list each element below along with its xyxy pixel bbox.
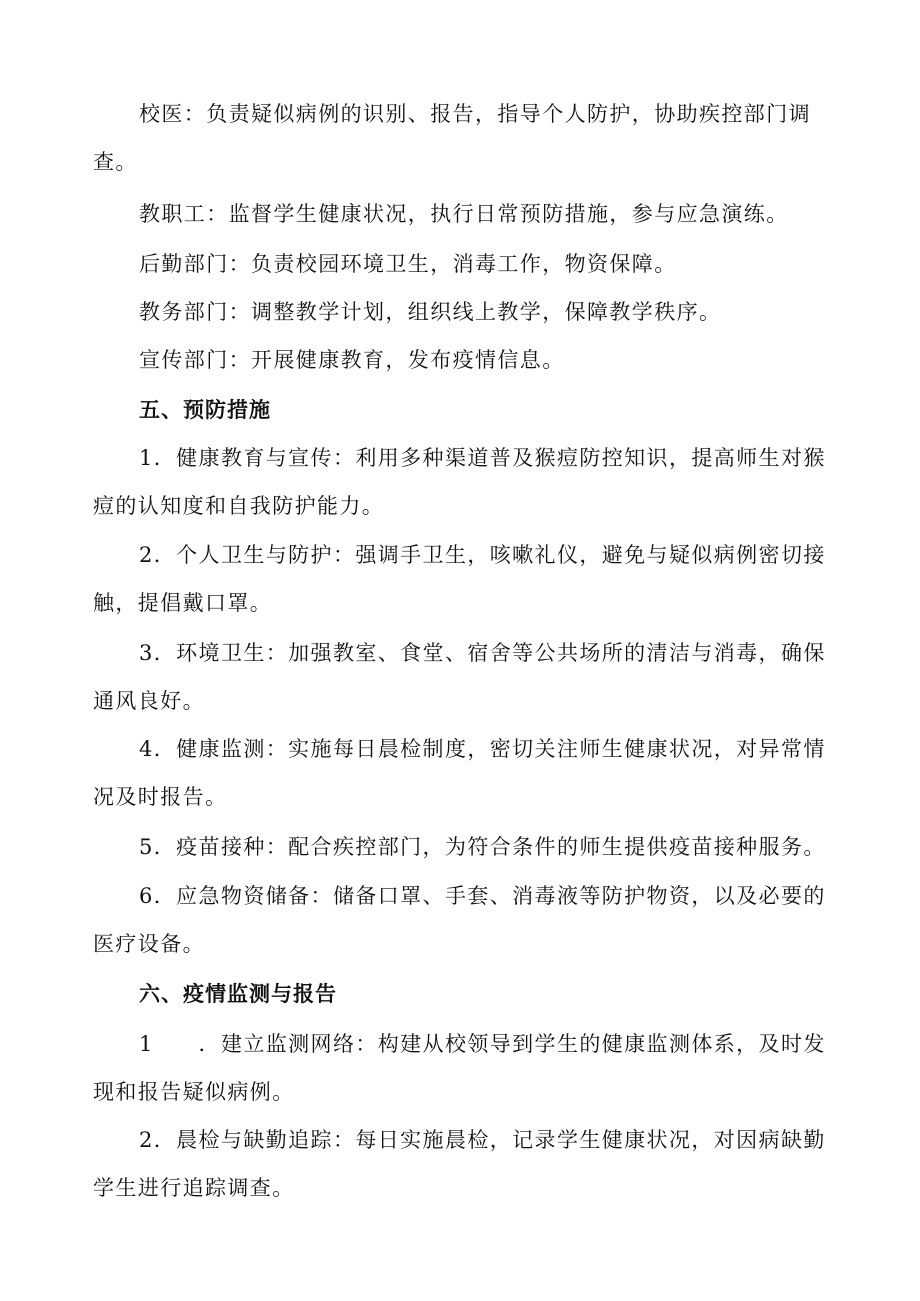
prevention-item-2: 2．个人卫生与防护：强调手卫生，咳嗽礼仪，避免与疑似病例密切接触，提倡戴口罩。: [93, 543, 826, 615]
monitoring-item-1: 1 ．建立监测网络：构建从校领导到学生的健康监测体系，及时发现和报告疑似病例。: [93, 1032, 826, 1104]
role-logistics: 后勤部门：负责校园环境卫生，消毒工作，物资保障。: [139, 252, 677, 276]
prevention-item-1: 1．健康教育与宣传：利用多种渠道普及猴痘防控知识，提高师生对猴痘的认知度和自我防护能力。: [93, 446, 826, 518]
role-academic-affairs: 教务部门：调整教学计划，组织线上教学，保障教学秩序。: [139, 300, 722, 324]
section-heading-prevention: 五、预防措施: [139, 398, 271, 422]
role-school-doctor: 校医：负责疑似病例的识别、报告，指导个人防护，协助疾控部门调查。: [93, 102, 811, 174]
section-heading-monitoring: 六、疫情监测与报告: [139, 982, 337, 1006]
monitoring-item-2: 2．晨检与缺勤追踪：每日实施晨检，记录学生健康状况，对因病缺勤学生进行追踪调查。: [93, 1128, 826, 1200]
role-publicity: 宣传部门：开展健康教育，发布疫情信息。: [139, 348, 565, 372]
prevention-item-6: 6．应急物资储备：储备口罩、手套、消毒液等防护物资，以及必要的医疗设备。: [93, 884, 826, 956]
prevention-item-5: 5．疫苗接种：配合疾控部门，为符合条件的师生提供疫苗接种服务。: [139, 835, 826, 859]
role-staff: 教职工：监督学生健康状况，执行日常预防措施，参与应急演练。: [139, 202, 789, 226]
prevention-item-4: 4．健康监测：实施每日晨检制度，密切关注师生健康状况，对异常情况及时报告。: [93, 737, 826, 809]
prevention-item-3: 3．环境卫生：加强教室、食堂、宿舍等公共场所的清洁与消毒，确保通风良好。: [93, 641, 826, 713]
